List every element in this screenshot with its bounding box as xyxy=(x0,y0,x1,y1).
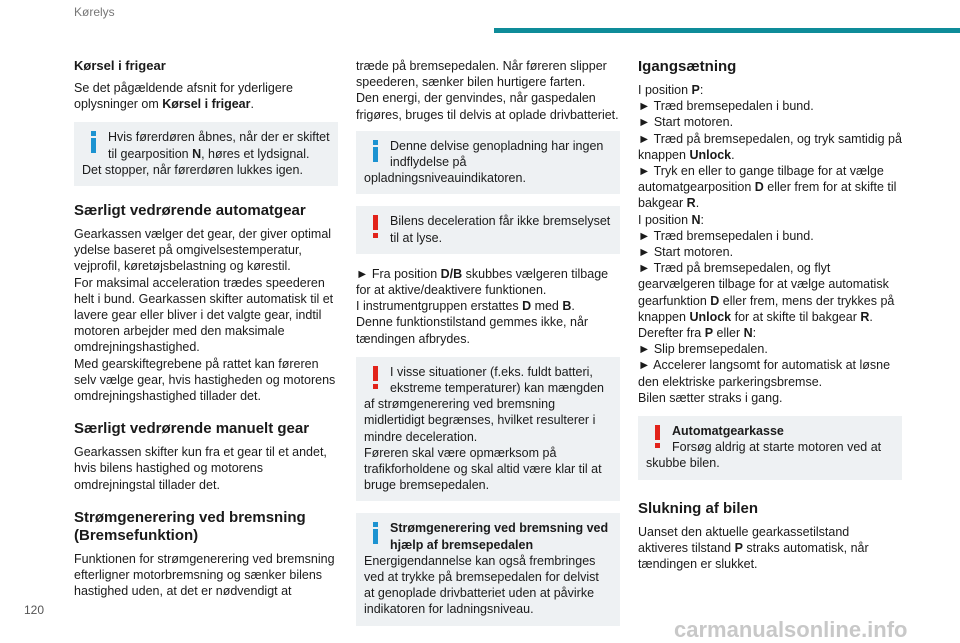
column-1 xyxy=(74,58,338,609)
procedure: I position P: ► Træd bremsepedalen i bund. ► Start motoren. ► Træd på bremsepedalen, og tryk samtidig på knappen Unlock. ► Tryk en eller to gange tilbage for at vælge automatgearposition D eller frem for at skifte til bakgear R. I position N: ► Træd bremsepedalen i bund. ► Start motoren. ► Træd på bremsepedalen, og flyt gearvælgeren tilbage for at vælge automatisk gearfunktion D eller frem, mens der trykkes på knappen Unlock for at skifte til bakgear R. Derefter fra P eller N: ► Slip bremsepedalen. ► Accelerer langsomt for automatisk at løsne den elektriske parkeringsbremse. Bilen sætter straks i gang. xyxy=(638,83,902,405)
info-icon xyxy=(364,138,386,168)
info-icon xyxy=(364,520,386,550)
info-note: Strømgenerering ved bremsning ved hjælp af bremsepedalen Energigendannelse kan også frembringes ved at trykke på bremsepedalen for delvist at genoplade drivbatteriet uden at påvirke indikatoren for ladningsniveau. xyxy=(356,513,620,625)
paragraph: Se det pågældende afsnit for yderligere oplysninger om Kørsel i frigear. xyxy=(74,81,293,112)
info-icon xyxy=(82,129,104,159)
heading-automatic-gear: Særligt vedrørende automatgear xyxy=(74,202,306,220)
paragraph: Funktionen for strømgenerering ved bremsning efterligner motorbremsning og sænker bilens hastighed uden, at det er nødvendigt at xyxy=(74,551,335,599)
warning-note: I visse situationer (f.eks. fuldt batteri, ekstreme temperaturer) kan mængden af strømgenerering ved bremsning midlertidigt begrænses, hvilket resulterer i mindre deceleration. Føreren skal være opmærksom på trafikforholdene og skal altid være klar til at bruge bremsepedalen. xyxy=(356,357,620,502)
column-2 xyxy=(356,58,620,638)
paragraph: træde på bremsepedalen. Når føreren slipper speederen, sænker bilen hurtigere farten. Den energi, der genvindes, når gaspedalen frigøres, bruges til delvis at oplade drivbatteriet. xyxy=(356,59,619,122)
running-header: Kørelys xyxy=(74,5,115,19)
heading-switching-off: Slukning af bilen xyxy=(638,499,759,517)
warning-note: Bilens deceleration får ikke bremselyset til at lyse. xyxy=(356,206,620,253)
heading-regenerative-braking: Strømgenerering ved bremsning (Bremsefunktion) xyxy=(74,508,306,544)
column-3 xyxy=(638,58,902,582)
heading-manual-gear: Særligt vedrørende manuelt gear xyxy=(74,420,310,438)
paragraph: ► Fra position D/B skubbes vælgeren tilbage for at aktive/deaktivere funktionen. I instrumentgruppen erstattes D med B. Denne funktionstilstand gemmes ikke, når tændingen afbrydes. xyxy=(356,266,609,346)
info-note: Denne delvise genopladning har ingen indflydelse på opladningsniveauindikatoren. xyxy=(356,131,620,195)
page-number: 120 xyxy=(24,603,45,617)
heading-neutral-driving: Kørsel i frigear xyxy=(74,58,166,73)
heading-starting: Igangsætning xyxy=(638,58,737,75)
header-accent-bar xyxy=(494,28,960,33)
warning-note: Automatgearkasse Forsøg aldrig at starte motoren ved at skubbe bilen. xyxy=(638,416,902,480)
warning-icon xyxy=(364,364,386,394)
paragraph: Gearkassen vælger det gear, der giver optimal ydelse baseret på omgivelsestemperatur, vejprofil, køretøjsbelastning og kørestil. For maksimal acceleration trædes speederen helt i bund. Gearkassen skifter automatisk til et lavere gear eller bliver i det valgte gear, indtil motoren arbejder med den maksimale omdrejningshastighed. Med gearskiftegrebene på rattet kan føreren selv vælge gear, hvis hastigheden og motorens omdrejningshastighed tillader det. xyxy=(74,227,336,404)
paragraph: Gearkassen skifter kun fra et gear til et andet, hvis bilens hastighed og motorens omdrejningstal tillader det. xyxy=(74,445,327,492)
warning-icon xyxy=(646,423,668,453)
info-note: Hvis førerdøren åbnes, når der er skiftet til gearposition N, høres et lydsignal. Det stopper, når førerdøren lukkes igen. xyxy=(74,122,338,186)
watermark: carmanualsonline.info xyxy=(674,617,908,642)
paragraph: Uanset den aktuelle gearkassetilstand aktiveres tilstand P straks automatisk, når tændingen er slukket. xyxy=(638,524,869,572)
warning-icon xyxy=(364,213,386,243)
